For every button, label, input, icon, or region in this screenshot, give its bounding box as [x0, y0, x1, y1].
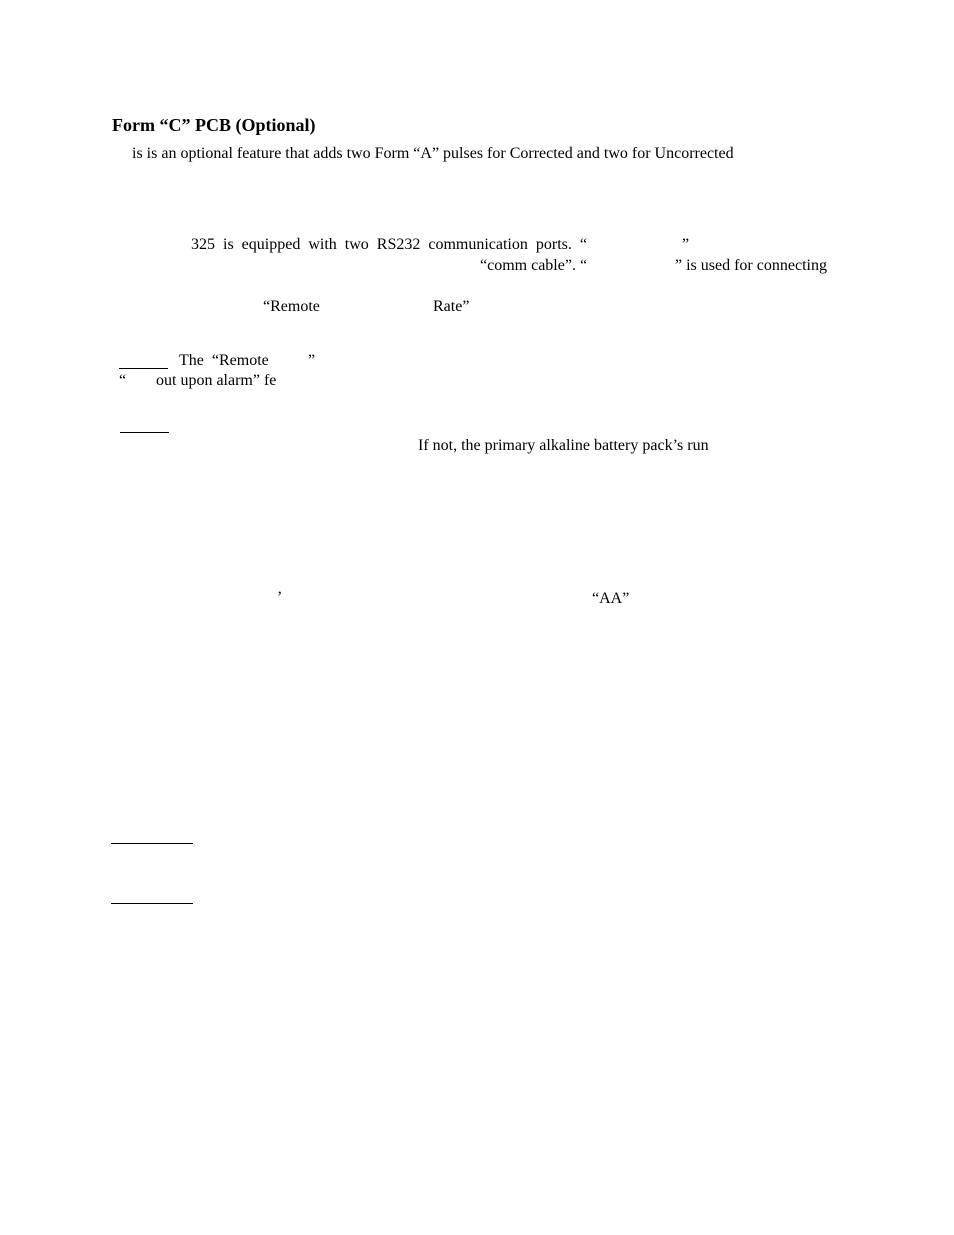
- text-line-5-end-quote: ”: [308, 352, 316, 369]
- text-line-2-end-quote: ”: [682, 236, 690, 253]
- text-line-8-apostrophe: ’: [277, 589, 283, 606]
- text-line-1: is is an optional feature that adds two Form “A” pulses for Corrected and two for Uncorrected: [132, 145, 734, 162]
- text-line-3-end: ” is used for connecting: [675, 257, 827, 274]
- text-line-3: “comm cable”. “: [480, 257, 588, 274]
- text-line-5: The “Remote: [179, 352, 269, 369]
- text-line-6: out upon alarm” fe: [156, 372, 277, 389]
- underline-rule-2: [120, 432, 169, 433]
- underline-rule-4: [111, 903, 193, 904]
- text-line-4-rate: Rate”: [433, 298, 470, 315]
- text-line-7: If not, the primary alkaline battery pack’s run: [418, 437, 709, 454]
- text-line-6-quote: “: [119, 372, 127, 389]
- underline-rule-1: [119, 368, 168, 369]
- text-line-2: 325 is equipped with two RS232 communication ports. “: [191, 236, 587, 253]
- underline-rule-3: [111, 843, 193, 844]
- text-line-8-aa: “AA”: [592, 590, 630, 607]
- section-heading: Form “C” PCB (Optional): [112, 115, 316, 135]
- text-line-4-remote: “Remote: [263, 298, 320, 315]
